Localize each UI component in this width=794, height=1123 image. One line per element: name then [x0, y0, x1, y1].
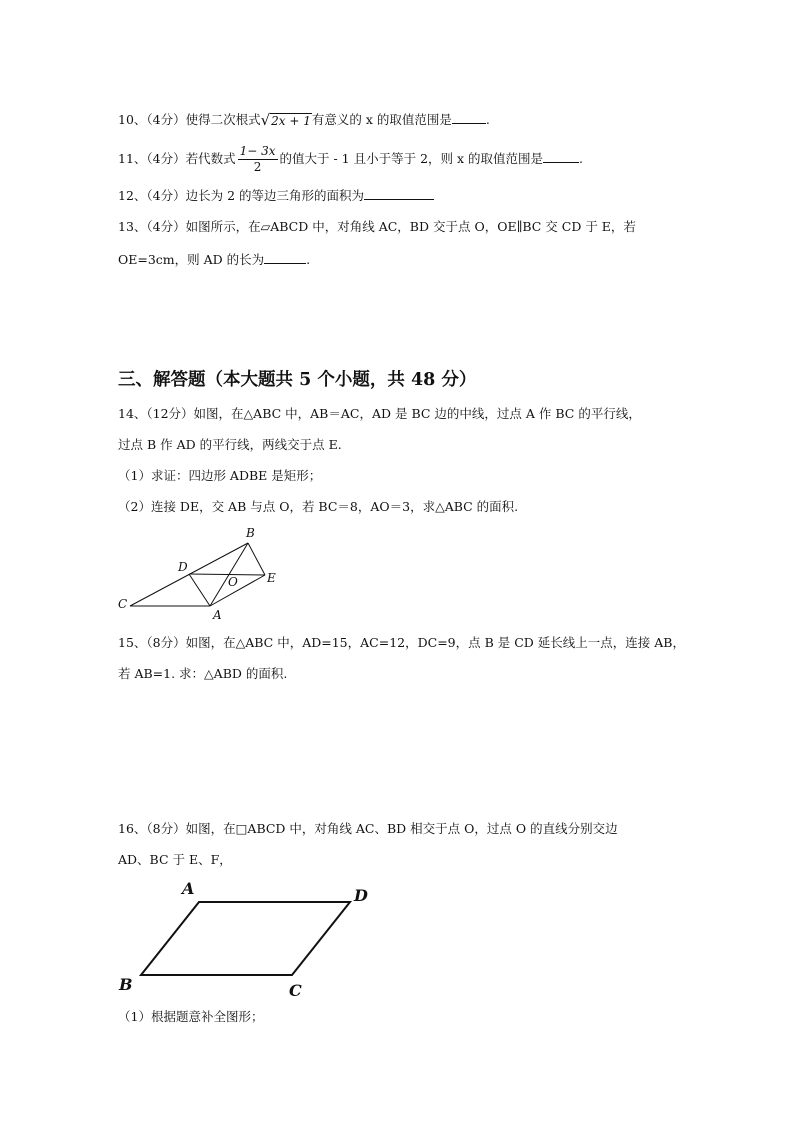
q16-label-b: B — [119, 975, 133, 994]
q14-label-a: A — [213, 608, 222, 622]
q14-label-c: C — [118, 597, 128, 611]
q14-segment-ad — [189, 574, 210, 606]
q14-segment-de — [189, 574, 265, 575]
question-14-line-1: 14、（12分）如图，在△ABC 中，AB＝AC，AD 是 BC 边的中线，过点 A 作 BC 的平行线， — [118, 406, 641, 421]
question-16-line-1: 16、（8分）如图，在□ABCD 中，对角线 AC、BD 相交于点 O，过点 O 的直线分别交边 — [118, 821, 618, 836]
question-16-line-2: AD、BC 于 E、F， — [118, 852, 232, 867]
question-14-line-2: 过点 B 作 AD 的平行线，两线交于点 E. — [118, 437, 342, 452]
question-12 — [118, 186, 434, 205]
q16-label-a: A — [182, 879, 195, 898]
q14-label-d: D — [178, 560, 188, 574]
question-13-line-1: 13、（4分）如图所示，在▱ABCD 中，对角线 AC，BD 交于点 O，OE∥BC 交 CD 于 E，若 — [118, 219, 636, 234]
section-3-title: 三、解答题（本大题共 5 个小题，共 48 分） — [118, 370, 477, 390]
q10-tail: 有意义的 x 的取值范围是 — [311, 112, 452, 127]
q14-segment-be — [248, 543, 265, 575]
q10-answer-blank[interactable] — [452, 110, 486, 124]
q14-label-e: E — [267, 571, 276, 585]
q16-label-d: D — [354, 886, 368, 905]
question-16-sub-1: （1）根据题意补全图形； — [118, 1009, 264, 1024]
question-15-line-1: 15、（8分）如图，在△ABC 中，AD=15，AC=12，DC=9，点 B 是 CD 延长线上一点，连接 AB， — [118, 635, 685, 650]
q16-label-c: C — [289, 981, 302, 1000]
question-10: 10、（4分）使得二次根式√2x + 1有意义的 x 的取值范围是 . — [118, 111, 490, 129]
q14-label-o: O — [228, 575, 238, 589]
q14-label-b: B — [246, 526, 255, 540]
q16-figure — [110, 872, 380, 1002]
q12-text: 12、（4分）边长为 2 的等边三角形的面积为 — [118, 188, 365, 203]
q11-numerator: 1− 3x — [239, 144, 276, 158]
question-11: 11、（4分）若代数式 $\frac{1- 3x}{2}$ 的值大于 - 1 且小于等于 2，则 x 的取值范围是 . — [118, 144, 584, 174]
radical-sign-icon: √ — [260, 111, 271, 129]
q13-answer-blank[interactable] — [264, 250, 306, 264]
q11-denominator: 2 — [253, 160, 262, 174]
q10-head: 10、（4分）使得二次根式 — [118, 112, 261, 127]
q12-answer-blank[interactable] — [364, 186, 434, 200]
q16-parallelogram — [141, 902, 350, 975]
question-13-line-2: OE=3cm，则 AD 的长为 . — [118, 252, 311, 267]
square-root — [261, 111, 312, 130]
q11-tail: 的值大于 - 1 且小于等于 2，则 x 的取值范围是 — [279, 151, 544, 166]
q11-answer-blank[interactable] — [543, 149, 579, 163]
q14-figure — [110, 522, 300, 622]
question-15-line-2: 若 AB=1. 求：△ABD 的面积. — [118, 666, 288, 681]
question-14-sub-2: （2）连接 DE，交 AB 与点 O，若 BC＝8，AO＝3，求△ABC 的面积. — [118, 499, 519, 514]
q10-radicand: 2x + 1 — [271, 114, 311, 128]
q11-fraction — [238, 144, 278, 175]
question-14-sub-1: （1）求证：四边形 ADBE 是矩形； — [118, 468, 322, 483]
q11-head: 11、（4分）若代数式 — [118, 151, 236, 166]
